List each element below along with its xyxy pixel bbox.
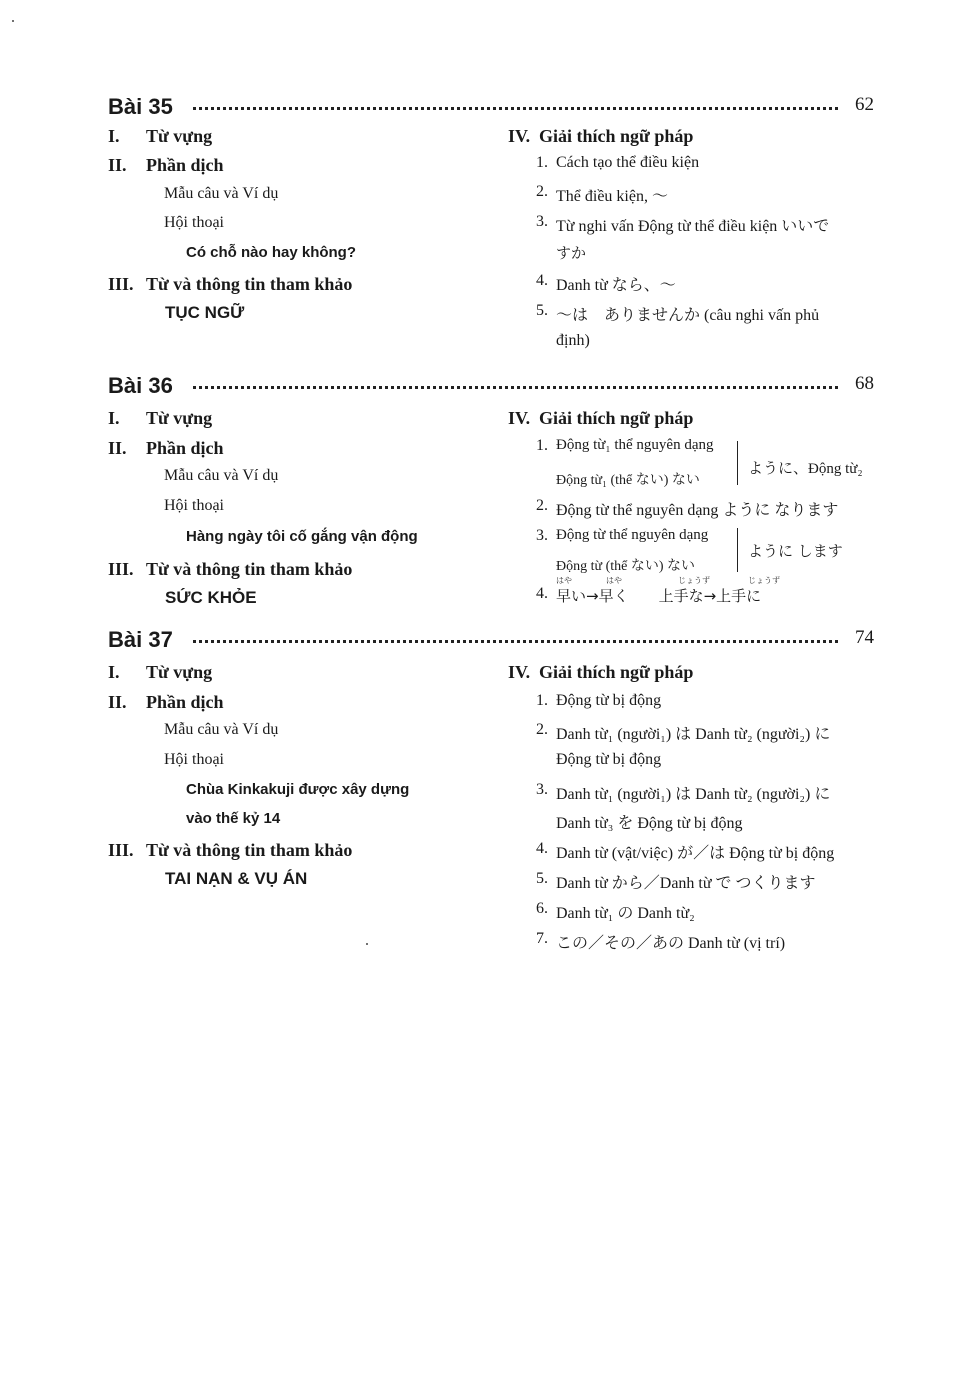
section-vocabulary: Từ vựng [146, 126, 213, 146]
grammar-num: 6. [536, 900, 548, 917]
section-reference: Từ và thông tin tham khảo [146, 840, 353, 860]
scan-speck [12, 20, 14, 22]
section-translation: Phần dịch [146, 155, 224, 175]
grammar-num: 2. [536, 183, 548, 200]
grammar-num: 4. [536, 585, 548, 602]
section-num: II. [108, 155, 127, 175]
section-num: I. [108, 408, 120, 428]
grammar-item: Danh từ₁ (người₁) は Danh từ₂ (người₂) に [556, 786, 831, 803]
section-num: III. [108, 274, 134, 294]
brace [734, 441, 738, 485]
scan-speck [366, 943, 368, 945]
section-num: I. [108, 126, 120, 146]
grammar-item: ～は ありませんか (câu nghi vấn phủ [556, 307, 820, 324]
section-grammar: Giải thích ngữ pháp [539, 662, 694, 682]
section-vocabulary: Từ vựng [146, 408, 213, 428]
grammar-item-cont: すか [556, 244, 587, 262]
grammar-item: Danh từ₁ の Danh từ₂ [556, 905, 695, 922]
section-num: II. [108, 692, 127, 712]
section-reference: Từ và thông tin tham khảo [146, 559, 353, 579]
section-num: IV. [508, 126, 531, 146]
grammar-item: Danh từ (vật/việc) が／は Động từ bị động [556, 845, 835, 862]
grammar-num: 4. [536, 272, 548, 289]
grammar-num: 5. [536, 302, 548, 319]
grammar-item-cont: Động từ bị động [556, 751, 662, 768]
section-num: I. [108, 662, 120, 682]
furigana: はや [606, 576, 622, 585]
furigana: じょうず [748, 576, 780, 585]
section-vocabulary: Từ vựng [146, 662, 213, 682]
section-grammar: Giải thích ngữ pháp [539, 408, 694, 428]
grammar-num: 3. [536, 781, 548, 798]
grammar-item: この／その／あの Danh từ (vị trí) [556, 935, 786, 952]
grammar-item: Danh từ なら、～ [556, 277, 676, 294]
brace [734, 528, 738, 572]
page-number: 62 [855, 94, 874, 115]
subsection-examples: Mẫu câu và Ví dụ [164, 185, 279, 202]
section-grammar: Giải thích ngữ pháp [539, 126, 694, 146]
leader-dots [193, 386, 838, 389]
grammar-num: 5. [536, 870, 548, 887]
section-num: III. [108, 559, 134, 579]
grammar-item: Thể điều kiện, ～ [556, 188, 668, 205]
grammar-num: 4. [536, 840, 548, 857]
lesson-title: Bài 37 [108, 627, 173, 652]
lesson-title: Bài 35 [108, 94, 173, 119]
conversation-title: Chùa Kinkakuji được xây dựng [186, 781, 410, 798]
grammar-item: Danh từ から／Danh từ で つくります [556, 875, 816, 892]
reference-title: SỨC KHỎE [165, 588, 257, 607]
grammar-num: 1. [536, 154, 548, 171]
subsection-conversation: Hội thoại [164, 214, 224, 231]
subsection-examples: Mẫu câu và Ví dụ [164, 467, 279, 484]
furigana: はや [556, 576, 572, 585]
grammar-item: Động từ bị động [556, 692, 662, 709]
subsection-examples: Mẫu câu và Ví dụ [164, 721, 279, 738]
subsection-conversation: Hội thoại [164, 751, 224, 768]
grammar-item: ように します [748, 542, 843, 560]
section-translation: Phần dịch [146, 692, 224, 712]
grammar-num: 2. [536, 721, 548, 738]
reference-title: TỤC NGỮ [165, 303, 245, 322]
grammar-item-cont: Danh từ₃ を Động từ bị động [556, 815, 743, 832]
section-num: IV. [508, 408, 531, 428]
grammar-item: Từ nghi vấn Động từ thể điều kiện いいで [556, 218, 830, 235]
conversation-title: Hàng ngày tôi cố gắng vận động [186, 528, 418, 545]
grammar-item: Cách tạo thể điều kiện [556, 154, 700, 171]
grammar-item: Danh từ₁ (người₁) は Danh từ₂ (người₂) に [556, 726, 831, 743]
lesson-title: Bài 36 [108, 373, 173, 398]
reference-title: TAI NẠN & VỤ ÁN [165, 869, 308, 888]
section-num: III. [108, 840, 134, 860]
grammar-item: Động từ thể nguyên dạng ように なります [556, 502, 839, 519]
section-translation: Phần dịch [146, 438, 224, 458]
leader-dots [193, 107, 838, 110]
section-num: II. [108, 438, 127, 458]
grammar-num: 1. [536, 692, 548, 709]
leader-dots [193, 640, 838, 643]
grammar-item-cont: định) [556, 332, 590, 349]
grammar-item: 早い→早く 上手な→上手に [556, 587, 762, 605]
page-number: 74 [855, 627, 874, 648]
subsection-conversation: Hội thoại [164, 497, 224, 514]
grammar-item: Động từ (thể ない) ない [556, 559, 696, 574]
grammar-item: Động từ₁ (thể ない) ない [556, 473, 700, 488]
section-num: IV. [508, 662, 531, 682]
grammar-num: 7. [536, 930, 548, 947]
section-reference: Từ và thông tin tham khảo [146, 274, 353, 294]
grammar-item: Động từ₁ thể nguyên dạng [556, 437, 714, 453]
grammar-num: 1. [536, 437, 548, 454]
furigana: じょうず [678, 576, 710, 585]
grammar-num: 3. [536, 527, 548, 544]
conversation-title: Có chỗ nào hay không? [186, 244, 357, 261]
page-number: 68 [855, 373, 874, 394]
grammar-num: 2. [536, 497, 548, 514]
conversation-title-cont: vào thế kỷ 14 [186, 810, 281, 827]
grammar-num: 3. [536, 213, 548, 230]
grammar-item: ように、Động từ₂ [748, 461, 863, 477]
grammar-item: Động từ thể nguyên dạng [556, 527, 709, 543]
